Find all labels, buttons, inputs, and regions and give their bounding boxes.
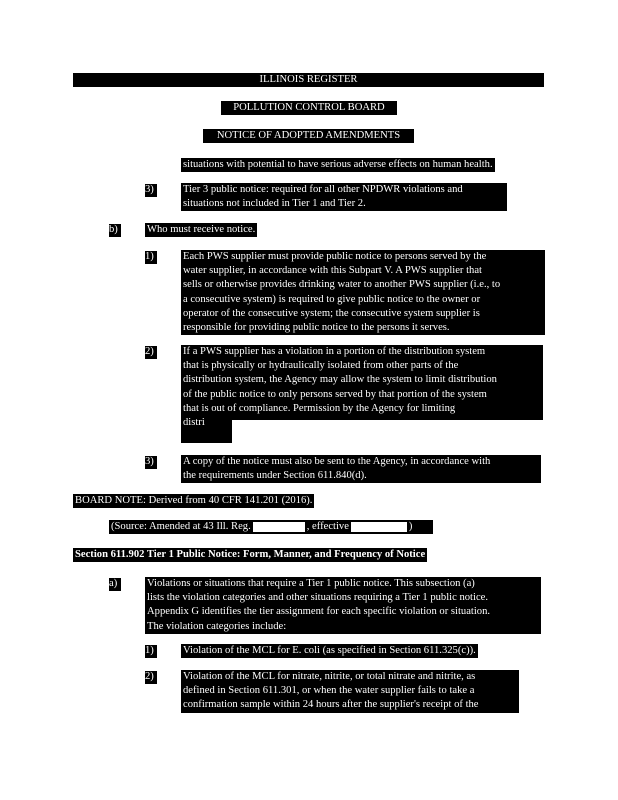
list-marker: 3) (145, 456, 154, 467)
text-line: situations not included in Tier 1 and Tier 2. (183, 198, 366, 210)
text-line: A copy of the notice must also be sent to the Agency, in accordance with (183, 456, 491, 467)
board-name: POLLUTION CONTROL BOARD (221, 101, 397, 115)
source-close: ) (408, 521, 413, 532)
section-marker: b) (109, 224, 118, 235)
text-line: If a PWS supplier has a violation in a portion of the distribution system (183, 346, 486, 357)
list-marker: 2) (145, 671, 154, 682)
text-line: operator of the consecutive system; the consecutive system supplier is (183, 307, 480, 319)
section-a2-text (181, 670, 519, 713)
text-line: distribution system, the Agency may allow the system to limit distribution (183, 374, 497, 386)
section-heading: Section 611.902 Tier 1 Public Notice: Form, Manner, and Frequency of Notice (75, 549, 426, 560)
list-marker: 1) (145, 645, 154, 656)
text-line: Appendix G identifies the tier assignment for each specific violation or situation. (147, 606, 491, 618)
source-effective: , effective (306, 521, 349, 532)
text-line: that is physically or hydraulically isolated from other parts of the (183, 360, 459, 372)
text-line: water supplier, in accordance with this Subpart V. A PWS supplier that (183, 265, 482, 277)
list-marker: 3) (145, 184, 154, 195)
text-line: defined in Section 611.301, or when the water supplier fails to take a (183, 685, 475, 697)
register-title: ILLINOIS REGISTER (73, 73, 544, 87)
text-line: a consecutive system) is required to give public notice to the owner or (183, 293, 481, 305)
board-note: BOARD NOTE: Derived from 40 CFR 141.201 (2016). (75, 495, 313, 506)
text-line: The violation categories include: (147, 620, 287, 632)
text-line: the requirements under Section 611.840(d). (183, 470, 367, 482)
source-text: (Source: Amended at 43 Ill. Reg. (111, 521, 251, 532)
who-item3-text (181, 455, 541, 483)
text-line: Tier 3 public notice: required for all other NPDWR violations and (183, 184, 463, 195)
blank-field (253, 522, 305, 532)
list-marker: 2) (145, 346, 154, 357)
section-marker: a) (109, 578, 118, 589)
who-item1-text (181, 250, 545, 335)
list-marker: 1) (145, 251, 154, 262)
continuation-line: situations with potential to have serious adverse effects on human health. (183, 159, 493, 170)
notice-title: NOTICE OF ADOPTED AMENDMENTS (203, 129, 414, 143)
text-line: sells or otherwise provides drinking water to another PWS supplier (i.e., to (183, 279, 501, 291)
text-line: responsible for providing public notice to the persons it serves. (183, 322, 450, 334)
text-line: confirmation sample within 24 hours after the supplier's receipt of the (183, 699, 479, 711)
who-heading: Who must receive notice. (147, 224, 256, 235)
section-a1-text: Violation of the MCL for E. coli (as specified in Section 611.325(c)). (183, 645, 476, 656)
text-line: Each PWS supplier must provide public notice to persons served by the (183, 251, 487, 262)
text-line: that is out of compliance. Permission by the Agency for limiting (183, 402, 456, 414)
text-line: Violation of the MCL for nitrate, nitrite, or total nitrate and nitrite, as (183, 671, 476, 682)
text-line: lists the violation categories and other situations requiring a Tier 1 public notice. (147, 592, 488, 604)
redaction-mask (232, 420, 544, 447)
tier3-text (181, 183, 507, 211)
section-a-text (145, 577, 541, 634)
text-line: distri (183, 417, 205, 429)
text-line: Violations or situations that require a Tier 1 public notice. This subsection (a) (147, 578, 475, 589)
blank-field (351, 522, 407, 532)
source-note (109, 520, 433, 534)
text-line: of the public notice to only persons served by that portion of the system (183, 388, 487, 400)
